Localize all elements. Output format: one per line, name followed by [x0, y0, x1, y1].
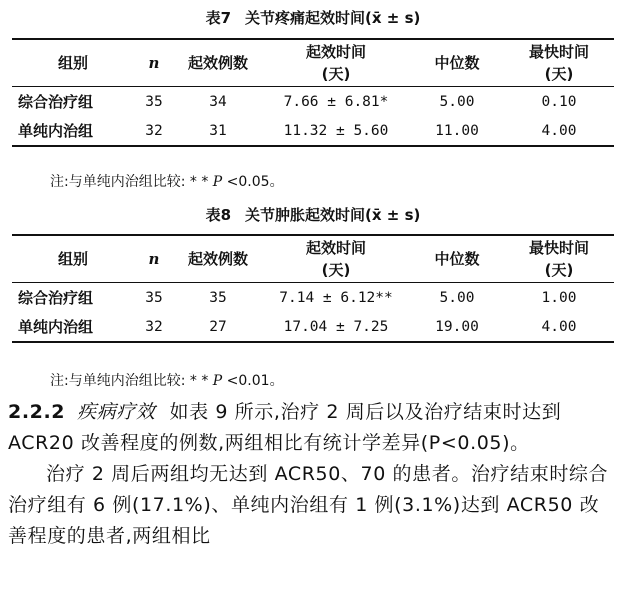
table8-caption	[0, 205, 626, 225]
col-time-header	[262, 39, 410, 87]
cell-median: 5.00	[439, 93, 475, 110]
table7-title: 关节疼痛起效时间(x̄ ± s)	[245, 9, 421, 27]
table8	[12, 234, 614, 343]
cell-n: 32	[145, 318, 163, 335]
table-row	[12, 312, 614, 342]
section-number: 2.2.2	[8, 401, 66, 423]
table7-note-p: P	[212, 174, 223, 190]
table8-note-p: P	[212, 373, 223, 389]
table7-number: 表7	[205, 9, 232, 27]
table7-caption	[0, 8, 626, 28]
cell-fast: 4.00	[541, 318, 577, 335]
col-time-header	[262, 235, 410, 283]
col-fast-header	[504, 39, 614, 87]
cell-fast: 1.00	[541, 289, 577, 306]
cell-group: 综合治疗组	[18, 93, 94, 111]
section-body	[8, 397, 618, 552]
cell-time: 7.66 ± 6.81*	[283, 93, 389, 110]
cell-group: 综合治疗组	[18, 289, 94, 307]
col-time-header-line1: 起效时间	[305, 239, 366, 257]
cell-n: 35	[145, 93, 163, 110]
col-fast-header-line1: 最快时间	[528, 239, 589, 257]
col-fast-header-line2: (天)	[544, 261, 574, 279]
cell-n: 32	[145, 122, 163, 139]
table7-header-row	[12, 39, 614, 87]
table-row	[12, 283, 614, 313]
col-n-header: n	[134, 39, 174, 87]
table8-header-row	[12, 235, 614, 283]
table8-note-prefix: 注:与单纯内治组比较: * *	[50, 373, 213, 389]
cell-time: 17.04 ± 7.25	[283, 318, 389, 335]
cell-fast: 0.10	[541, 93, 577, 110]
cell-median: 5.00	[439, 289, 475, 306]
cell-n: 35	[145, 289, 163, 306]
col-median-header: 中位数	[410, 39, 504, 87]
table8-note-suffix: <0.01。	[222, 373, 284, 389]
section-paragraph-2: 治疗 2 周后两组均无达到 ACR50、70 的患者。治疗结束时综合治疗组有 6 例(17.1%)、单纯内治组有 1 例(3.1%)达到 ACR50 改善程度的患者,两组相比	[8, 463, 609, 547]
table8-title: 关节肿胀起效时间(x̄ ± s)	[245, 206, 421, 224]
cell-cases: 27	[209, 318, 227, 335]
table-row	[12, 116, 614, 146]
cell-group: 单纯内治组	[18, 318, 94, 336]
section-keyword: 疾病疗效	[77, 401, 156, 423]
section-paragraph-1	[8, 397, 618, 459]
col-fast-header-line1: 最快时间	[528, 43, 589, 61]
cell-fast: 4.00	[541, 122, 577, 139]
table-row	[12, 87, 614, 117]
section-paragraph-1-text: 如表 9 所示,治疗 2 周后以及治疗结束时达到 ACR20 改善程度的例数,两组相比有统计学差异(P<0.05)。	[8, 401, 562, 454]
cell-group: 单纯内治组	[18, 122, 94, 140]
table7-note-suffix: <0.05。	[222, 174, 284, 190]
col-cases-header: 起效例数	[174, 235, 262, 283]
cell-cases: 35	[209, 289, 227, 306]
col-time-header-line2: (天)	[321, 261, 351, 279]
table8-note	[50, 371, 284, 391]
col-time-header-line2: (天)	[321, 65, 351, 83]
col-fast-header	[504, 235, 614, 283]
col-n-header: n	[134, 235, 174, 283]
table7-note	[50, 172, 284, 192]
cell-median: 11.00	[435, 122, 479, 139]
cell-median: 19.00	[435, 318, 479, 335]
col-group-header: 组别	[12, 39, 134, 87]
cell-cases: 31	[209, 122, 227, 139]
table7-note-prefix: 注:与单纯内治组比较: * *	[50, 174, 213, 190]
cell-time: 7.14 ± 6.12**	[279, 289, 393, 306]
col-median-header: 中位数	[410, 235, 504, 283]
col-fast-header-line2: (天)	[544, 65, 574, 83]
col-cases-header: 起效例数	[174, 39, 262, 87]
table8-number: 表8	[205, 206, 232, 224]
table7	[12, 38, 614, 147]
cell-time: 11.32 ± 5.60	[283, 122, 389, 139]
cell-cases: 34	[209, 93, 227, 110]
col-time-header-line1: 起效时间	[305, 43, 366, 61]
col-group-header: 组别	[12, 235, 134, 283]
